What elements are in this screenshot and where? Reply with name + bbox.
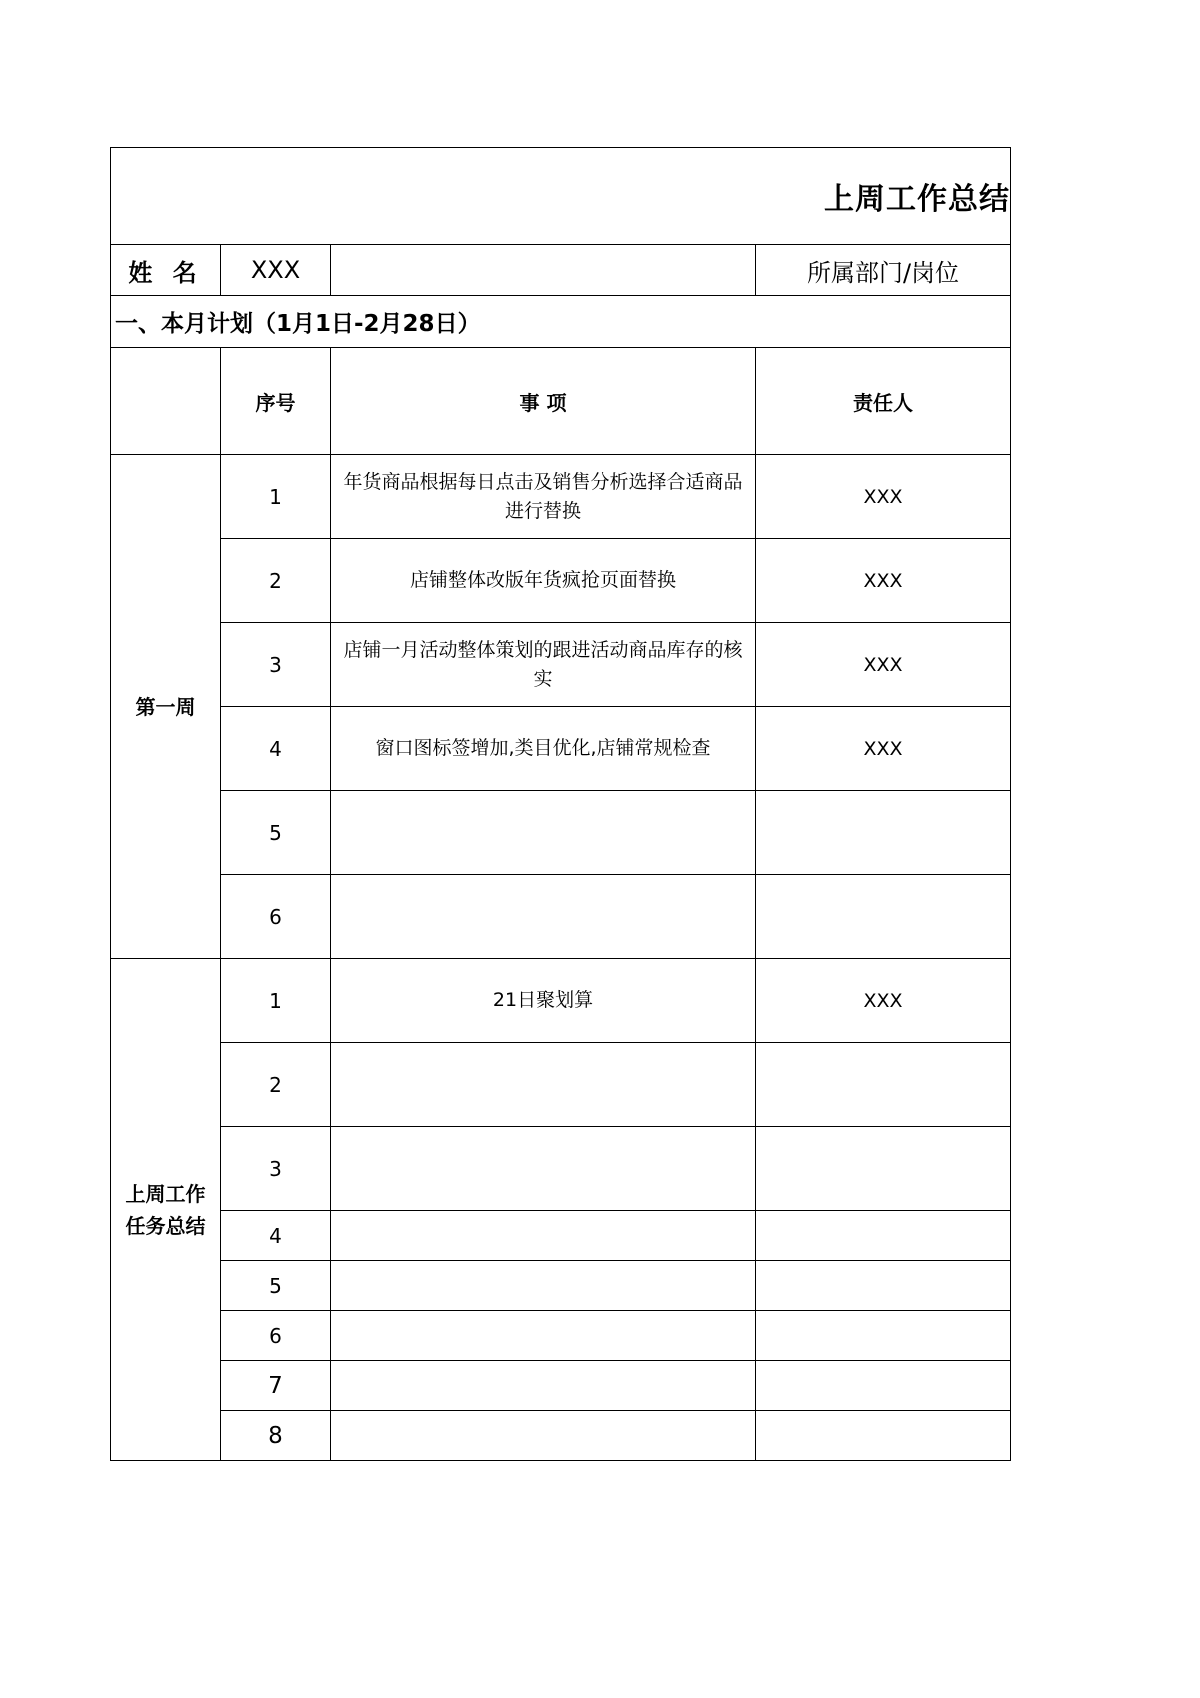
page-title: 上周工作总结 (824, 182, 1010, 217)
header-blank-cell (111, 348, 221, 455)
name-value[interactable]: XXX (221, 245, 331, 296)
row-item[interactable]: 年货商品根据每日点击及销售分析选择合适商品进行替换 (331, 455, 756, 539)
row-seq: 4 (221, 707, 331, 791)
table-row (111, 1411, 1011, 1461)
row-seq: 6 (221, 1311, 331, 1361)
row-owner[interactable]: XXX (756, 959, 1011, 1043)
row-owner[interactable]: XXX (756, 539, 1011, 623)
row-owner[interactable] (756, 1261, 1011, 1311)
row-owner[interactable] (756, 1043, 1011, 1127)
row-item[interactable]: 店铺整体改版年货疯抢页面替换 (331, 539, 756, 623)
name-label: 姓 名 (111, 245, 221, 296)
title-cell (111, 148, 1011, 245)
row-item[interactable]: 窗口图标签增加,类目优化,店铺常规检查 (331, 707, 756, 791)
row-item[interactable]: 21日聚划算 (331, 959, 756, 1043)
row-item[interactable] (331, 1261, 756, 1311)
row-item[interactable]: 店铺一月活动整体策划的跟进活动商品库存的核实 (331, 623, 756, 707)
header-item: 事 项 (331, 348, 756, 455)
row-owner[interactable] (756, 1211, 1011, 1261)
section-row (111, 296, 1011, 348)
row-item[interactable] (331, 1311, 756, 1361)
row-seq: 1 (221, 455, 331, 539)
table-row (111, 875, 1011, 959)
row-seq: 2 (221, 1043, 331, 1127)
table-row (111, 623, 1011, 707)
row-seq: 3 (221, 623, 331, 707)
header-row (111, 348, 1011, 455)
row-item[interactable] (331, 1411, 756, 1461)
dept-label: 所属部门/岗位 (756, 245, 1011, 296)
week1-label: 第一周 (111, 455, 221, 959)
table-row (111, 1127, 1011, 1211)
header-seq: 序号 (221, 348, 331, 455)
row-seq: 1 (221, 959, 331, 1043)
name-extra-cell[interactable] (331, 245, 756, 296)
row-item[interactable] (331, 875, 756, 959)
table-row (111, 791, 1011, 875)
row-seq: 4 (221, 1211, 331, 1261)
work-summary-table (110, 147, 1011, 1461)
section-heading: 一、本月计划（1月1日-2月28日） (111, 296, 1011, 348)
row-owner[interactable] (756, 1311, 1011, 1361)
row-owner[interactable] (756, 1361, 1011, 1411)
summary-label-line2: 任务总结 (125, 1213, 206, 1238)
table-row (111, 1361, 1011, 1411)
row-owner[interactable] (756, 1127, 1011, 1211)
row-owner[interactable]: XXX (756, 707, 1011, 791)
row-owner[interactable] (756, 791, 1011, 875)
table-row (111, 1211, 1011, 1261)
table-row (111, 455, 1011, 539)
row-owner[interactable]: XXX (756, 455, 1011, 539)
table-row (111, 1043, 1011, 1127)
row-item[interactable] (331, 1043, 756, 1127)
row-seq: 5 (221, 1261, 331, 1311)
row-owner[interactable]: XXX (756, 623, 1011, 707)
row-owner[interactable] (756, 1411, 1011, 1461)
row-seq: 6 (221, 875, 331, 959)
table-row (111, 959, 1011, 1043)
row-item[interactable] (331, 791, 756, 875)
summary-label (111, 959, 221, 1461)
row-owner[interactable] (756, 875, 1011, 959)
row-item[interactable] (331, 1361, 756, 1411)
row-seq: 3 (221, 1127, 331, 1211)
row-item[interactable] (331, 1211, 756, 1261)
row-seq: 7 (221, 1361, 331, 1411)
table-row (111, 707, 1011, 791)
info-row (111, 245, 1011, 296)
row-seq: 5 (221, 791, 331, 875)
row-item[interactable] (331, 1127, 756, 1211)
title-row (111, 148, 1011, 245)
table-row (111, 1311, 1011, 1361)
row-seq: 8 (221, 1411, 331, 1461)
header-owner: 责任人 (756, 348, 1011, 455)
table-row (111, 539, 1011, 623)
row-seq: 2 (221, 539, 331, 623)
table-row (111, 1261, 1011, 1311)
summary-label-line1: 上周工作 (125, 1181, 206, 1206)
